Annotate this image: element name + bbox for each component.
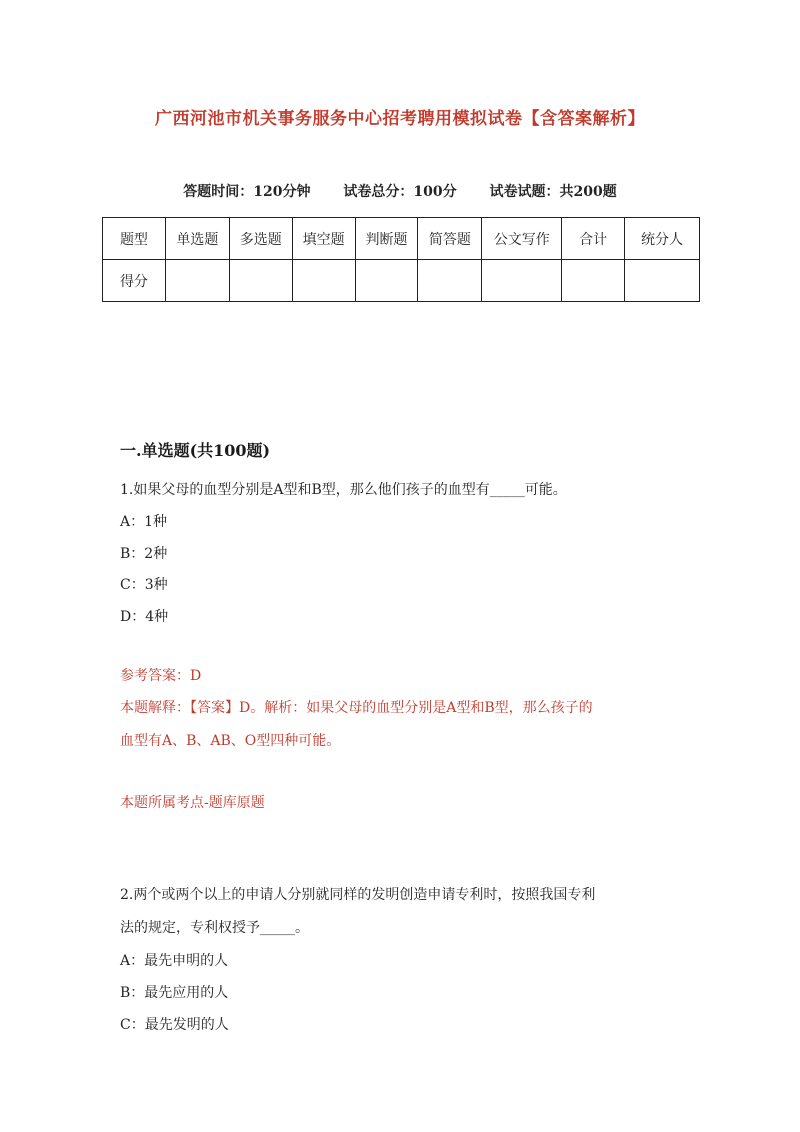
question-1-option-a: A：1种	[120, 514, 168, 530]
document-title: 广西河池市机关事务服务中心招考聘用模拟试卷【含答案解析】	[155, 109, 645, 129]
question-1-answer: 参考答案：D	[120, 668, 202, 684]
header-cell: 单选题	[165, 218, 229, 260]
row-label-cell: 得分	[103, 260, 166, 302]
score-cell	[165, 260, 229, 302]
question-1-explanation-line-1: 本题解释：【答案】D。解析：如果父母的血型分别是A型和B型，那么孩子的	[120, 700, 593, 716]
question-1-stem: 1.如果父母的血型分别是A型和B型，那么他们孩子的血型有_____可能。	[120, 482, 567, 498]
question-2-option-c: C：最先发明的人	[120, 1017, 229, 1033]
question-2-stem-line-2: 法的规定，专利权授予_____。	[120, 920, 309, 936]
section-title: 一.单选题(共100题)	[120, 441, 271, 460]
score-table-header-row	[103, 218, 700, 260]
exam-time: 答题时间：120分钟	[183, 184, 311, 200]
question-1-topic: 本题所属考点-题库原题	[120, 795, 265, 811]
score-cell	[482, 260, 562, 302]
question-2-option-a: A：最先申明的人	[120, 953, 229, 969]
question-1-option-b: B：2种	[120, 546, 168, 562]
question-1-option-d: D：4种	[120, 609, 169, 625]
header-cell: 判断题	[355, 218, 418, 260]
header-cell: 多选题	[229, 218, 292, 260]
header-cell: 合计	[562, 218, 625, 260]
question-1-explanation-line-2: 血型有A、B、AB、O型四种可能。	[120, 733, 341, 749]
score-table	[102, 217, 700, 302]
question-1-option-c: C：3种	[120, 577, 168, 593]
score-cell	[355, 260, 418, 302]
header-cell: 统分人	[625, 218, 700, 260]
question-2-option-b: B：最先应用的人	[120, 985, 229, 1001]
score-cell	[562, 260, 625, 302]
header-cell: 简答题	[418, 218, 482, 260]
score-cell	[418, 260, 482, 302]
header-cell: 题型	[103, 218, 166, 260]
exam-info	[0, 181, 800, 201]
score-table-score-row	[103, 260, 700, 302]
score-cell	[229, 260, 292, 302]
header-cell: 公文写作	[482, 218, 562, 260]
question-2-stem-line-1: 2.两个或两个以上的申请人分别就同样的发明创造申请专利时，按照我国专利	[120, 887, 596, 903]
exam-question-count: 试卷试题：共200题	[489, 184, 617, 200]
exam-total-score: 试卷总分：100分	[343, 184, 457, 200]
header-cell: 填空题	[292, 218, 355, 260]
score-cell	[625, 260, 700, 302]
score-cell	[292, 260, 355, 302]
